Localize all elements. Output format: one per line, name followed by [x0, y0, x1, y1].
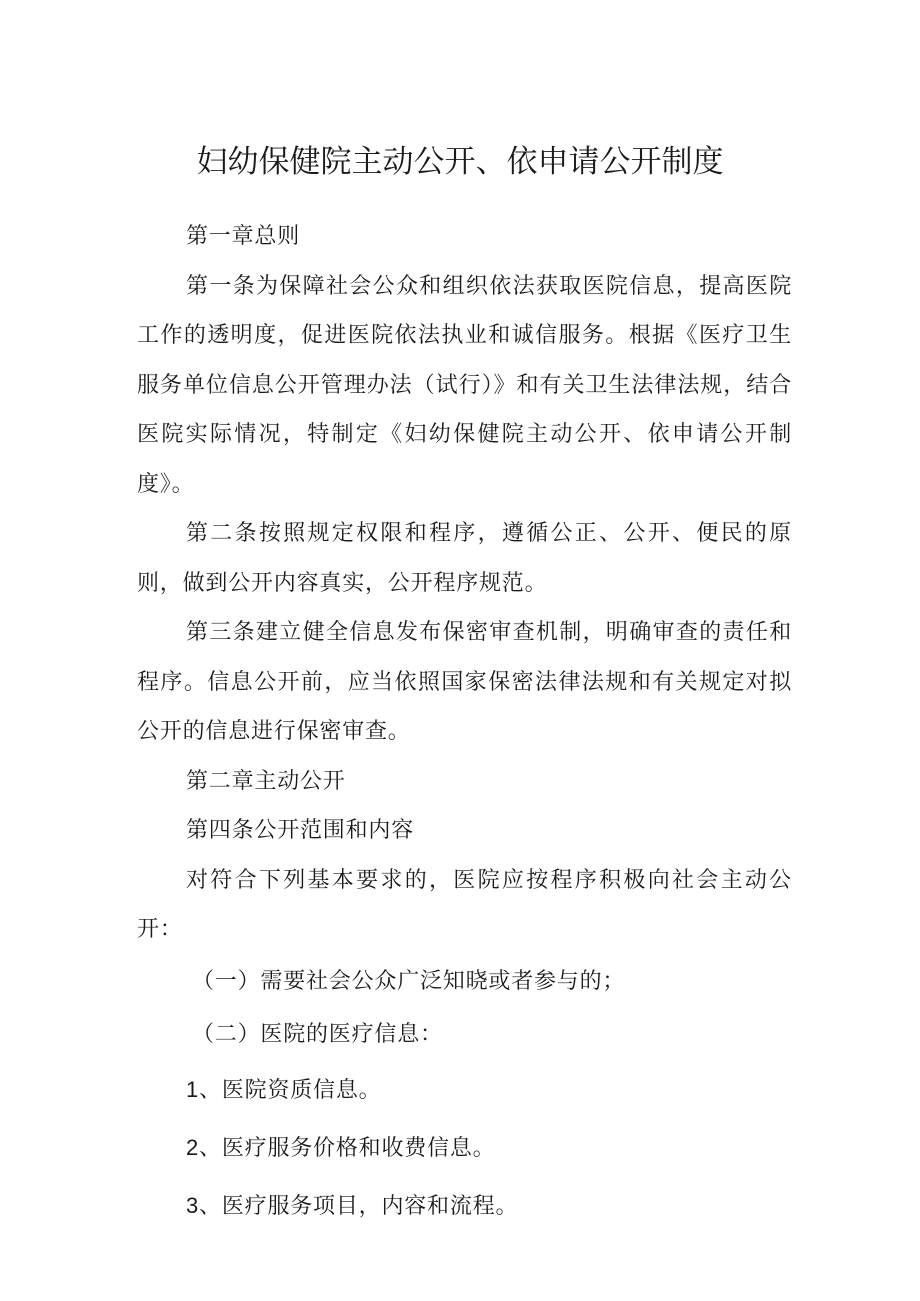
item-number: 1: [186, 1076, 200, 1102]
chapter-heading: 第二章主动公开: [186, 768, 346, 794]
numbered-item: [137, 1177, 792, 1235]
numbered-item: [137, 1061, 792, 1119]
item-number: 2: [186, 1134, 200, 1160]
item-text: 、医院资质信息。: [199, 1077, 382, 1103]
numbered-item: [137, 1119, 792, 1177]
sub-item: （一）需要社会公众广泛知晓或者参与的；: [192, 968, 626, 994]
sub-item: （二）医院的医疗信息：: [192, 1021, 443, 1047]
document-title: 妇幼保健院主动公开、依申请公开制度: [196, 144, 724, 180]
article-paragraph: 第一条为保障社会公众和组织依法获取医院信息，提高医院工作的透明度，促进医院依法执业和诚信服务。根据《医疗卫生服务单位信息公开管理办法（试行）》和有关卫生法律法规，结合医院实际情况，特制定《妇幼保健院主动公开、依申请公开制度》。: [137, 273, 792, 497]
intro-paragraph: 对符合下列基本要求的，医院应按程序积极向社会主动公开：: [137, 867, 792, 942]
item-number: 3: [186, 1192, 200, 1218]
document-body: [137, 212, 792, 1235]
article-paragraph: 第三条建立健全信息发布保密审查机制，明确审查的责任和程序。信息公开前，应当依照国家保密法律法规和有关规定对拟公开的信息进行保密审查。: [137, 620, 792, 744]
item-text: 、医疗服务价格和收费信息。: [199, 1135, 496, 1161]
article-paragraph: 第二条按照规定权限和程序，遵循公正、公开、便民的原则，做到公开内容真实，公开程序规范。: [137, 521, 792, 596]
article-heading: 第四条公开范围和内容: [186, 818, 415, 843]
chapter-heading: 第一章总则: [186, 224, 301, 249]
item-text: 、医疗服务项目，内容和流程。: [199, 1193, 519, 1219]
